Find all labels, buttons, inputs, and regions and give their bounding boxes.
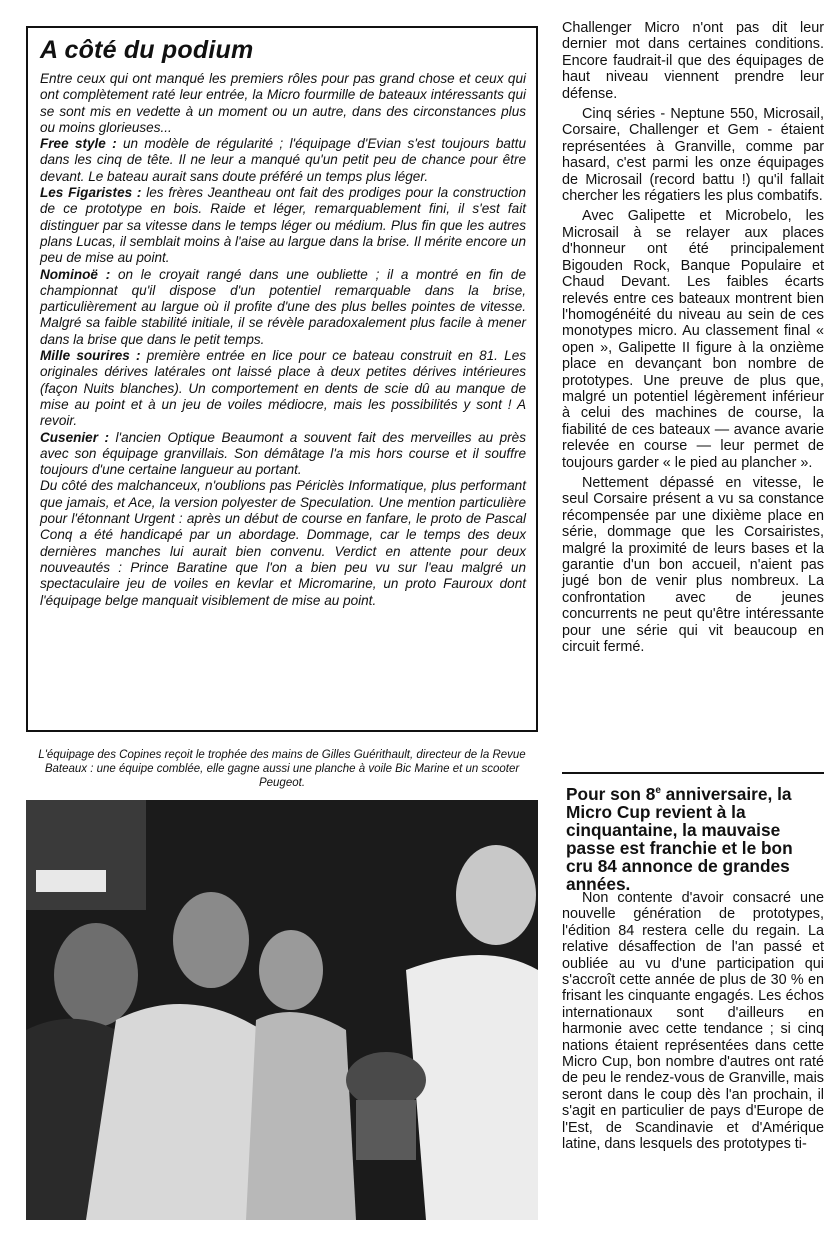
entry-name: Mille sourires : xyxy=(40,348,141,364)
photo-illustration xyxy=(26,800,538,1220)
entry-name: Nominoë : xyxy=(40,266,111,282)
headline-superscript: e xyxy=(655,785,661,796)
sidebar-article-box xyxy=(26,26,538,732)
sidebar-intro: Entre ceux qui ont manqué les premiers rôles pour pas grand chose et ceux qui ont complètement raté leur entrée, la Micro fourmille de bateaux intéressants qui se sont mis en vedette à un moment ou un autre, dans des circonstances plus ou moins glorieuses... xyxy=(40,71,526,135)
right-column-bottom xyxy=(562,890,824,1153)
entry-figaristes xyxy=(40,185,526,266)
paragraph: Avec Galipette et Microbelo, les Microsail à se relayer aux places d'honneur ont été principalement Bigouden Rock, Banque Populaire et Chaud Devant. Les faibles écarts relevés entre ces bateaux montrent bien l'homogénéité du niveau au sein de ces monotypes micro. Au classement final « open », Galipette II figure à la onzième place en devançant bon nombre de prototypes. Une preuve de plus que, malgré un potentiel légèrement inférieur à celui des machines de course, la fiabilité de ces bateaux — avance avarie relevée en course — leur permet de toujours garder « le pied au plancher ». xyxy=(562,208,824,471)
section-headline xyxy=(566,782,824,893)
entry-name: Les Figaristes : xyxy=(40,185,142,201)
entry-free-style xyxy=(40,136,526,185)
photo-caption: L'équipage des Copines reçoit le trophée des mains de Gilles Guérithault, directeur de la Revue Bateaux : une équipe comblée, elle gagne aussi une planche à voile Bic Marine et un scooter Peugeot. xyxy=(38,749,526,789)
entry-cusenier xyxy=(40,430,526,479)
sidebar-title: A côté du podium xyxy=(40,36,254,64)
entry-text: première entrée en lice pour ce bateau construit en 81. Les originales dérives latérales ont laissé place à deux petites dérives intérieures (façon Nuits blanches). Un comportement en dents de scie dû au manque de mise au point et à un jeu de voiles médiocre, mais les possibilités y sont ! A revoir. xyxy=(40,348,526,429)
entry-name: Free style : xyxy=(40,136,117,152)
entry-text: l'ancien Optique Beaumont a souvent fait des merveilles au près avec son équipage granvillais. Son démâtage l'a mis hors course et il souffre toujours d'une certaine langueur au portant. xyxy=(40,429,526,478)
entry-mille-sourires xyxy=(40,348,526,429)
paragraph: Challenger Micro n'ont pas dit leur dernier mot dans certaines conditions. Encore faudrait-il que des équipages de haut niveau viennent prendre leur défense. xyxy=(562,20,824,102)
paragraph: Non contente d'avoir consacré une nouvelle génération de prototypes, l'édition 84 restera celle du regain. La relative désaffection de l'an passé et oubliée au vu d'une participation qui s'accroît cette année de plus de 30 % en frisant les cinquante engagés. Les échos internationaux sont d'ailleurs en harmonie avec cette tendance ; si cinq nations étaient représentées dans cette Micro Cup, bon nombre d'autres ont raté de peu le rendez-vous de Granville, mais seront dans le coup dès l'an prochain, il s'agit en particulier de pays d'Europe de l'Est, de Scandinavie et d'Amérique latine, dans lesquels des prototypes ti- xyxy=(562,890,824,1153)
entry-nominoe xyxy=(40,267,526,348)
entry-text: les frères Jeantheau ont fait des prodiges pour la construction de ce prototype en bois. Raide et léger, remarquablement fini, il s'est fait distinguer par sa vitesse dans le temps léger ou médium. Plus fin que les autres plans Lucas, il semblait moins à l'aise au largue dans la brise. Il mérite encore un peu de mise au point. xyxy=(40,185,527,266)
sidebar-closing: Du côté des malchanceux, n'oublions pas Périclès Informatique, plus performant que jamais, et Ace, la version polyester de Speculation. Une mention particulière pour l'étonnant Urgent : après un début de course en fanfare, le proto de Pascal Conq a été handicapé par un abordage. Dommage, car le temps des deux dernières manches lui aurait bien convenu. Verdict en attente pour deux nouveautés : Prince Baratine que l'on a bien peu vu sur l'eau malgré un spectaculaire jeu de voiles en kevlar et Micromarine, un proto Fauroux dont l'équipage belge manquait visiblement de mise au point. xyxy=(40,478,526,608)
paragraph: Cinq séries - Neptune 550, Microsail, Corsaire, Challenger et Gem - étaient représentées à Granville, comme par hasard, c'est parmi les onze équipages de Microsail (record battu !) qu'il fallait chercher les régatiers les plus combatifs. xyxy=(562,106,824,205)
entry-name: Cusenier : xyxy=(40,429,109,445)
entry-text: on le croyait rangé dans une oubliette ; il a montré en fin de championnat qu'il dispose d'un potentiel remarquable dans la brise, particulièrement au largue où il profite d'une des plus belles pointes de vitesse. Malgré sa faible stabilité initiale, il se révèle paradoxalement plus facile à mener dans la brise que dans le petit temps. xyxy=(40,266,526,347)
right-column-top xyxy=(562,20,824,655)
headline-part: Pour son 8 xyxy=(566,783,656,804)
column-divider-rule xyxy=(562,772,824,774)
headline-part: anniversaire, la Micro Cup revient à la cinquantaine, la mauvaise passe est franchie et le bon cru 84 annonce de grandes années. xyxy=(566,783,793,894)
paragraph: Nettement dépassé en vitesse, le seul Corsaire présent a vu sa constance récompensée par une dixième place en série, dommage que les Corsairistes, malgré la proximité de leurs bases et la garantie d'un bon accueil, n'aient pas jugé bon de venir plus nombreux. La confrontation avec de jeunes concurrents ne peut qu'être intéressante pour une série qui vit beaucoup en circuit fermé. xyxy=(562,474,824,656)
trophy-photo xyxy=(26,800,538,1220)
entry-text: un modèle de régularité ; l'équipage d'Evian s'est toujours battu dans les cinq de tête. Il ne leur a manqué qu'un petit peu de chance pour être devant. Le bateau aurait sans doute préféré un temps plus léger. xyxy=(40,136,526,184)
